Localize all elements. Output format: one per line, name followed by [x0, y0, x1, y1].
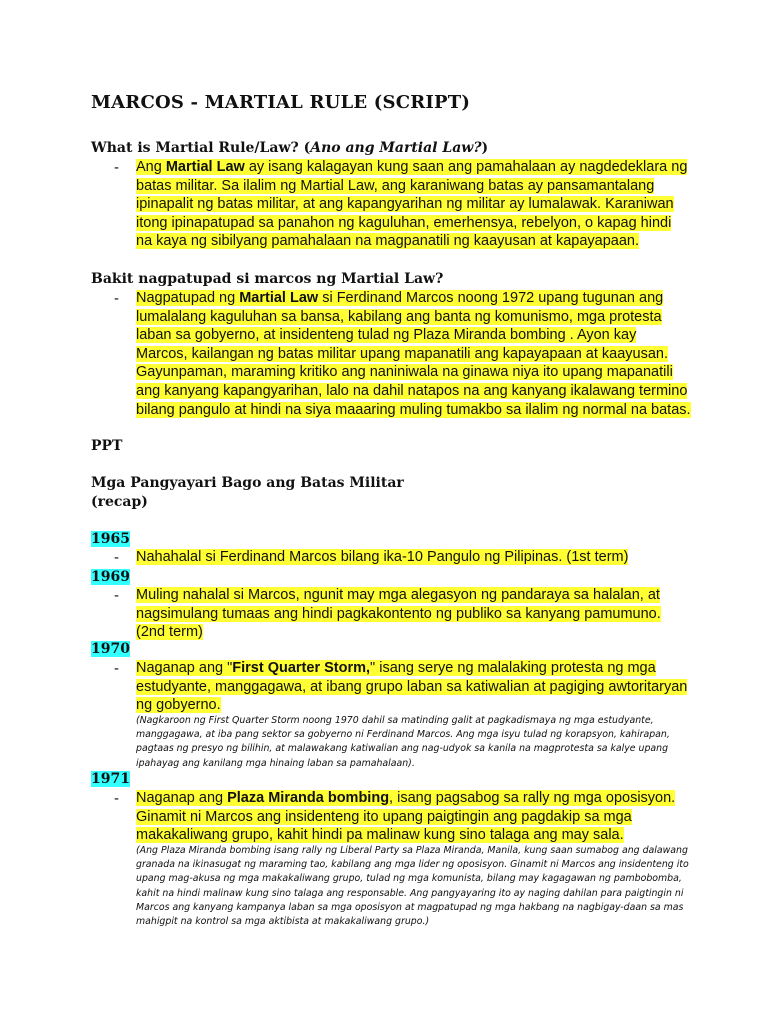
year-1965: 1965 [91, 531, 130, 547]
events-heading: Mga Pangyayari Bago ang Batas Militar [91, 475, 404, 491]
text-pre: Ang [136, 159, 166, 175]
question-close: ) [481, 140, 489, 156]
text-post: ay isang kalagayan kung saan ang pamahalaan ay nagdedeklara ng batas militar. Sa ilalim ng Martial Law, ang karaniwang batas ay pansamantalang ipinapalit ng batas militar, at ang kapangyarihan ng militar ay lumalawak. Karaniwan itong ipinapatupad sa panahon ng kaguluhan, emerhensya, rebelyon, o kapag hindi na kaya ng sibilyang pamahalaan na magpanatili ng kaayusan at kapayapaan. [136, 159, 688, 250]
question-text: What is Martial Rule/Law? ( [91, 140, 311, 156]
text-bold: Plaza Miranda bombing [227, 790, 390, 806]
bullet-dash: - [114, 290, 119, 307]
bullet-dash: - [114, 587, 119, 604]
question-italic: Ano ang Martial Law? [310, 140, 482, 156]
text-pre: Nagpatupad ng [136, 290, 240, 306]
bullet-dash: - [114, 790, 119, 807]
bullet-text [136, 789, 691, 845]
events-subheading: (recap) [91, 494, 148, 510]
year-1969: 1969 [91, 569, 130, 585]
text-bold: Martial Law [239, 290, 319, 306]
text-bold: First Quarter Storm, [232, 660, 371, 676]
page-title: MARCOS - MARTIAL RULE (SCRIPT) [91, 92, 471, 113]
year-1971: 1971 [91, 771, 130, 787]
note-1970: (Nagkaroon ng First Quarter Storm noong 1970 dahil sa matinding galit at pagkadismaya ng mga estudyante, manggagawa, at iba pang sektor sa gobyerno ni Ferdinand Marcos. Ang mga isyu tulad ng korapsyon, kahirapan, pagtaas ng presyo ng bilihin, at malawakang katiwalian ang nag-udyok sa kanila na magprotesta sa kalye upang ipahayag ang kanilang mga hinaing laban sa pamahalaan). [136, 715, 670, 769]
bullet-text [136, 158, 691, 251]
note-1971: (Ang Plaza Miranda bombing isang rally ng Liberal Party sa Plaza Miranda, Manila, kung saan sumabog ang dalawang granada na ikinasugat ng maraming tao, kabilang ang mga lider ng oposisyon. Ginamit ni Marcos ang insidenteng ito upang mag-akusa ng mga makakaliwang grupo, tulad ng mga komunista, bilang may kagagawan ng pambobomba, kahit na hindi malinaw kung sino talaga ang responsable. Ang pangyayaring ito ay naging dahilan para paigtingin ni Marcos ang kanyang kampanya laban sa mga oposisyon at magpatupad ng mga hakbang na nagbigay-daan sa mas mahigpit na kontrol sa mga aktibista at makakaliwang grupo.) [136, 845, 689, 928]
year-1970: 1970 [91, 641, 130, 657]
text-post: si Ferdinand Marcos noong 1972 upang tugunan ang lumalalang kaguluhan sa bansa, kabilang ang banta ng komunismo, mga protesta laban sa gobyerno, at insidenteng tulad ng Plaza Miranda bombing . Ayon kay Marcos, kailangan ng batas militar upang mapanatili ang kapayapaan at kaayusan. Gayunpaman, maraming kritiko ang naniniwala na ginawa niya ito upang mapanatili ang kanyang kapangyarihan, lalo na dahil natapos na ang kanyang ikalawang termino bilang pangulo at hindi na siya maaaring muling tumakbo sa ilalim ng normal na batas. [136, 290, 691, 418]
text-post: " isang serye ng malalaking protesta ng mga estudyante, manggagawa, at ibang grupo laban sa katiwalian at pagiging awtoritaryan ng gobyerno. [136, 660, 688, 714]
ppt-label: PPT [91, 438, 123, 454]
text-post: , isang pagsabog sa rally ng mga oposisyon. Ginamit ni Marcos ang insidenteng ito upang paigtingin ang pagdakip sa mga makakaliwang grupo, kahit hindi pa malinaw kung sino talaga ang may sala. [136, 790, 676, 844]
text-pre: Naganap ang [136, 790, 228, 806]
text-bold: Martial Law [165, 159, 245, 175]
question-why-martial-law: Bakit nagpatupad si marcos ng Martial Law? [91, 271, 444, 287]
bullet-text: Muling nahalal si Marcos, ngunit may mga alegasyon ng pandaraya sa halalan, at nagsimulang tumaas ang hindi pagkakontento ng publiko sa kanyang pamumuno. (2nd term) [136, 587, 661, 641]
bullet-text [136, 289, 691, 419]
bullet-text [136, 659, 691, 715]
bullet-text: Nahahalal si Ferdinand Marcos bilang ika-10 Pangulo ng Pilipinas. (1st term) [136, 549, 629, 565]
text-pre: Naganap ang " [136, 660, 233, 676]
bullet-dash: - [114, 660, 119, 677]
bullet-dash: - [114, 159, 119, 176]
bullet-dash: - [114, 549, 119, 566]
question-what-is-martial-law [91, 140, 488, 156]
